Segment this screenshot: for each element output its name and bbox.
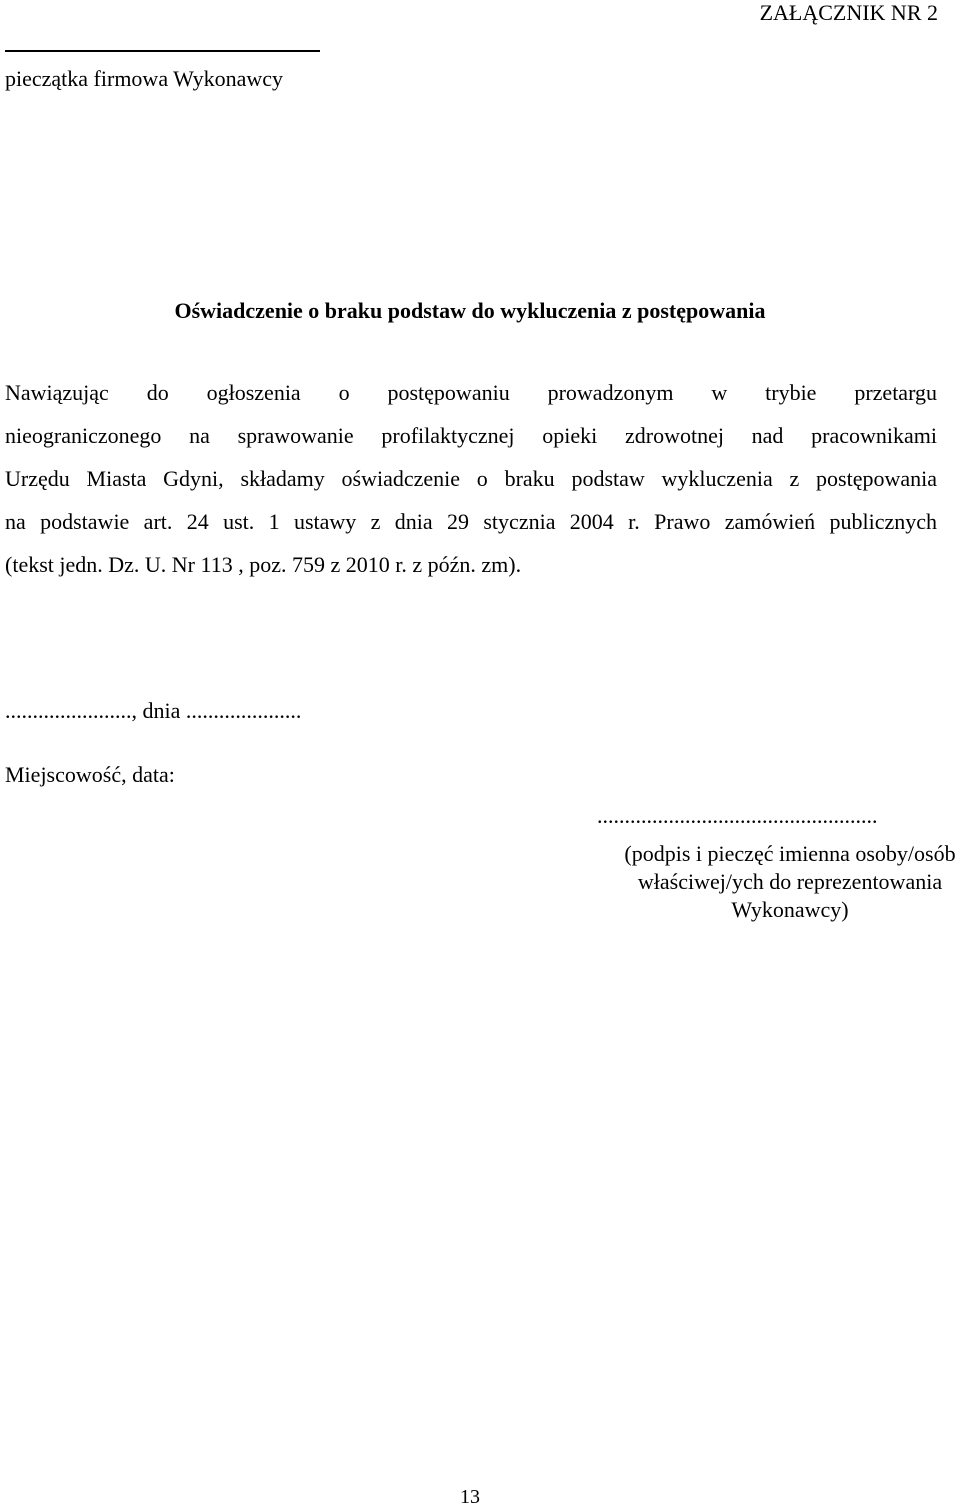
body-line-4: na podstawie art. 24 ust. 1 ustawy z dnia 29 stycznia 2004 r. Prawo zamówień publicznych [5,509,937,534]
body-line-5: (tekst jedn. Dz. U. Nr 113 , poz. 759 z 2010 r. z późn. zm). [5,552,522,577]
place-date-label: Miejscowość, data: [5,762,175,787]
signature-caption-line-1: (podpis i pieczęć imienna osoby/osób [624,841,956,866]
body-line-3: Urzędu Miasta Gdyni, składamy oświadczenie o braku podstaw wykluczenia z postępowania [5,466,937,491]
signature-line: ................................................... [597,803,878,828]
date-placeholder: ......................., dnia ..................... [5,698,302,723]
signature-caption-line-3: Wykonawcy) [731,897,849,922]
signature-caption [600,840,960,924]
document-title: Oświadczenie o braku podstaw do wykluczenia z postępowania [174,298,766,323]
page-number: 13 [460,1486,480,1508]
body-line-2: nieograniczonego na sprawowanie profilaktycznej opieki zdrowotnej nad pracownikami [5,423,937,448]
signature-caption-line-2: właściwej/ych do reprezentowania [637,869,943,894]
annex-label: ZAŁĄCZNIK NR 2 [759,0,938,25]
body-line-1: Nawiązując do ogłoszenia o postępowaniu prowadzonym w trybie przetargu [5,380,937,405]
body-paragraph [5,378,937,593]
stamp-line [5,50,320,52]
stamp-caption: pieczątka firmowa Wykonawcy [5,66,284,91]
